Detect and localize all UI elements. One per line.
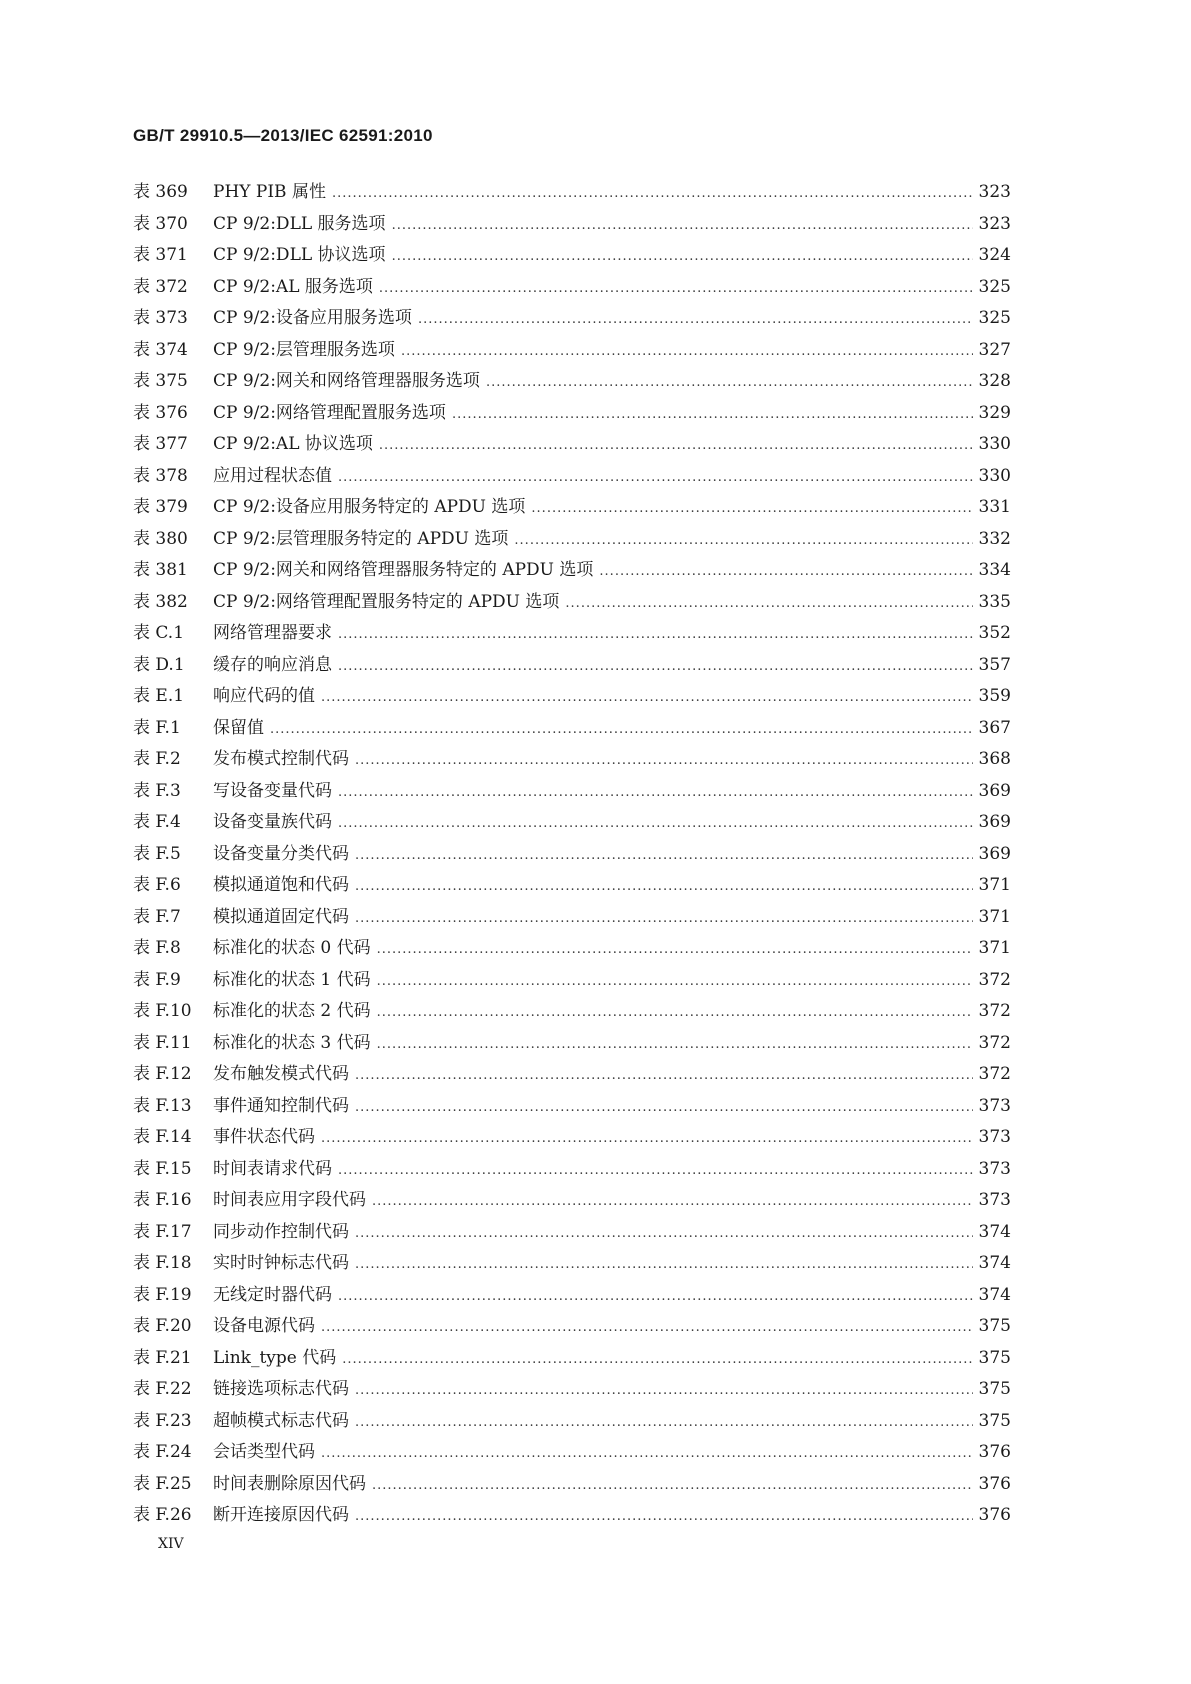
page-ref: 371	[978, 875, 1011, 895]
toc-entry[interactable]	[133, 398, 1011, 430]
page-ref: 335	[978, 591, 1011, 612]
table-title: 发布触发模式代码	[213, 1064, 349, 1084]
page-ref: 374	[978, 1253, 1011, 1273]
table-title: 会话类型代码	[213, 1442, 315, 1462]
table-of-contents	[133, 177, 1011, 1532]
table-number: 表 374	[133, 339, 188, 360]
dot-leader	[355, 1068, 973, 1083]
toc-entry[interactable]	[133, 1059, 1011, 1091]
dot-leader	[377, 1005, 973, 1020]
page-ref: 374	[978, 1284, 1011, 1305]
toc-entry[interactable]	[133, 1437, 1011, 1469]
toc-entry[interactable]	[133, 461, 1011, 493]
dot-leader	[355, 1383, 973, 1398]
toc-entry[interactable]	[133, 1311, 1011, 1343]
table-title: 时间表删除原因代码	[213, 1473, 366, 1494]
dot-leader	[514, 533, 973, 548]
table-title: CP 9/2:设备应用服务选项	[213, 308, 412, 328]
dot-leader	[372, 1478, 973, 1493]
dot-leader	[392, 218, 973, 233]
page-ref: 373	[978, 1095, 1011, 1116]
toc-entry[interactable]	[133, 1217, 1011, 1249]
table-number: 表 F.18	[133, 1253, 192, 1273]
table-title: 写设备变量代码	[213, 780, 332, 801]
page-ref: 327	[978, 339, 1011, 360]
table-number: 表 379	[133, 497, 188, 517]
page-ref: 372	[978, 969, 1011, 990]
table-title: 模拟通道饱和代码	[213, 875, 349, 895]
dot-leader	[338, 1163, 973, 1178]
table-number: 表 375	[133, 371, 188, 391]
table-title: CP 9/2:DLL 协议选项	[213, 245, 386, 265]
toc-entry[interactable]	[133, 776, 1011, 808]
document-header: GB/T 29910.5—2013/IEC 62591:2010	[133, 126, 433, 145]
table-title: 时间表请求代码	[213, 1158, 332, 1179]
table-number: 表 F.2	[133, 749, 181, 769]
table-number: 表 376	[133, 402, 188, 423]
dot-leader	[486, 375, 973, 390]
toc-entry[interactable]	[133, 1028, 1011, 1060]
dot-leader	[321, 1320, 973, 1335]
table-number: 表 F.12	[133, 1064, 192, 1084]
dot-leader	[270, 722, 973, 737]
toc-entry[interactable]	[133, 335, 1011, 367]
page-ref: 372	[978, 1032, 1011, 1053]
page-ref: 374	[978, 1221, 1011, 1242]
toc-entry[interactable]	[133, 555, 1011, 587]
page-ref: 329	[978, 402, 1011, 423]
dot-leader	[321, 1446, 973, 1461]
page-ref: 323	[978, 213, 1011, 234]
table-number: 表 F.23	[133, 1410, 192, 1431]
dot-leader	[355, 1100, 973, 1115]
table-number: 表 C.1	[133, 623, 185, 643]
page-ref: 369	[978, 812, 1011, 832]
toc-entry[interactable]	[133, 1185, 1011, 1217]
dot-leader	[379, 438, 973, 453]
toc-entry[interactable]	[133, 618, 1011, 650]
table-number: 表 F.16	[133, 1190, 192, 1210]
table-title: 事件通知控制代码	[213, 1095, 349, 1116]
dot-leader	[355, 848, 973, 863]
table-number: 表 F.20	[133, 1316, 192, 1336]
table-title: Link_type 代码	[213, 1347, 337, 1368]
page-ref: 325	[978, 308, 1011, 328]
table-title: PHY PIB 属性	[213, 182, 326, 202]
table-number: 表 F.22	[133, 1379, 192, 1399]
table-title: CP 9/2:网络管理配置服务特定的 APDU 选项	[213, 591, 560, 612]
table-number: 表 F.1	[133, 717, 181, 738]
page-ref: 372	[978, 1064, 1011, 1084]
table-title: CP 9/2:AL 协议选项	[213, 434, 373, 454]
dot-leader	[355, 753, 973, 768]
dot-leader	[452, 407, 973, 422]
page-ref: 375	[978, 1379, 1011, 1399]
toc-entry[interactable]	[133, 807, 1011, 839]
toc-entry[interactable]	[133, 1154, 1011, 1186]
table-title: 设备变量族代码	[213, 812, 332, 832]
page-ref: 376	[978, 1505, 1011, 1525]
table-title: 发布模式控制代码	[213, 749, 349, 769]
table-number: 表 380	[133, 528, 188, 549]
toc-entry[interactable]	[133, 996, 1011, 1028]
table-number: 表 F.15	[133, 1158, 192, 1179]
table-number: 表 F.11	[133, 1032, 192, 1053]
table-number: 表 F.4	[133, 812, 181, 832]
page-ref: 376	[978, 1442, 1011, 1462]
toc-entry[interactable]	[133, 1374, 1011, 1406]
table-title: 设备变量分类代码	[213, 843, 349, 864]
table-number: 表 F.9	[133, 969, 181, 990]
dot-leader	[599, 564, 973, 579]
page-ref: 373	[978, 1158, 1011, 1179]
table-title: 实时时钟标志代码	[213, 1253, 349, 1273]
dot-leader	[355, 1415, 973, 1430]
dot-leader	[392, 249, 973, 264]
table-number: 表 F.24	[133, 1442, 192, 1462]
dot-leader	[377, 974, 973, 989]
table-title: 保留值	[213, 717, 264, 738]
dot-leader	[321, 690, 973, 705]
toc-entry[interactable]	[133, 366, 1011, 398]
page-ref: 369	[978, 780, 1011, 801]
dot-leader	[355, 1226, 973, 1241]
page-ref: 368	[978, 749, 1011, 769]
dot-leader	[338, 816, 973, 831]
toc-entry[interactable]	[133, 303, 1011, 335]
dot-leader	[401, 344, 973, 359]
toc-entry[interactable]	[133, 272, 1011, 304]
table-title: CP 9/2:层管理服务特定的 APDU 选项	[213, 528, 509, 549]
table-title: CP 9/2:网络管理配置服务选项	[213, 402, 446, 423]
table-title: CP 9/2:层管理服务选项	[213, 339, 395, 360]
table-title: 标准化的状态 3 代码	[213, 1032, 371, 1053]
page-ref: 352	[978, 623, 1011, 643]
table-number: 表 373	[133, 308, 188, 328]
table-title: 事件状态代码	[213, 1127, 315, 1147]
table-number: 表 D.1	[133, 654, 185, 675]
table-number: 表 F.13	[133, 1095, 192, 1116]
page-ref: 372	[978, 1001, 1011, 1021]
page-number: XIV	[158, 1536, 184, 1552]
page-ref: 375	[978, 1410, 1011, 1431]
page-ref: 330	[978, 465, 1011, 486]
table-number: 表 381	[133, 560, 188, 580]
dot-leader	[531, 501, 973, 516]
dot-leader	[338, 659, 973, 674]
table-title: CP 9/2:网关和网络管理器服务选项	[213, 371, 480, 391]
toc-entry[interactable]	[133, 1500, 1011, 1532]
table-number: 表 F.21	[133, 1347, 192, 1368]
toc-entry[interactable]	[133, 1343, 1011, 1375]
toc-entry[interactable]	[133, 240, 1011, 272]
page-ref: 334	[978, 560, 1011, 580]
dot-leader	[332, 186, 973, 201]
table-number: 表 F.7	[133, 906, 181, 927]
dot-leader	[321, 1131, 973, 1146]
table-title: 标准化的状态 2 代码	[213, 1001, 371, 1021]
page-ref: 359	[978, 686, 1011, 706]
page-ref: 357	[978, 654, 1011, 675]
table-number: 表 F.26	[133, 1505, 192, 1525]
toc-entry[interactable]	[133, 650, 1011, 682]
toc-entry[interactable]	[133, 1469, 1011, 1501]
page-ref: 325	[978, 276, 1011, 297]
table-title: CP 9/2:DLL 服务选项	[213, 213, 386, 234]
table-title: 链接选项标志代码	[213, 1379, 349, 1399]
toc-entry[interactable]	[133, 744, 1011, 776]
table-number: 表 F.6	[133, 875, 181, 895]
table-number: 表 382	[133, 591, 188, 612]
table-number: 表 369	[133, 182, 188, 202]
dot-leader	[418, 312, 973, 327]
toc-entry[interactable]	[133, 839, 1011, 871]
toc-entry[interactable]	[133, 1091, 1011, 1123]
table-number: 表 F.14	[133, 1127, 192, 1147]
table-title: 应用过程状态值	[213, 465, 332, 486]
toc-entry[interactable]	[133, 209, 1011, 241]
table-title: 同步动作控制代码	[213, 1221, 349, 1242]
page-ref: 375	[978, 1316, 1011, 1336]
dot-leader	[372, 1194, 973, 1209]
toc-entry[interactable]	[133, 492, 1011, 524]
page-ref: 328	[978, 371, 1011, 391]
toc-entry[interactable]	[133, 1406, 1011, 1438]
dot-leader	[342, 1352, 973, 1367]
page-ref: 376	[978, 1473, 1011, 1494]
toc-entry[interactable]	[133, 1280, 1011, 1312]
table-number: 表 F.8	[133, 938, 181, 958]
page-ref: 330	[978, 434, 1011, 454]
toc-entry[interactable]	[133, 587, 1011, 619]
dot-leader	[338, 627, 973, 642]
toc-entry[interactable]	[133, 902, 1011, 934]
dot-leader	[355, 1257, 973, 1272]
table-title: 响应代码的值	[213, 686, 315, 706]
table-number: 表 370	[133, 213, 188, 234]
table-title: 时间表应用字段代码	[213, 1190, 366, 1210]
table-number: 表 377	[133, 434, 188, 454]
page-ref: 371	[978, 938, 1011, 958]
table-number: 表 372	[133, 276, 188, 297]
table-title: 无线定时器代码	[213, 1284, 332, 1305]
dot-leader	[377, 1037, 973, 1052]
table-number: 表 371	[133, 245, 188, 265]
dot-leader	[377, 942, 973, 957]
page-ref: 324	[978, 245, 1011, 265]
table-number: 表 F.3	[133, 780, 181, 801]
dot-leader	[338, 1289, 973, 1304]
toc-entry[interactable]	[133, 1248, 1011, 1280]
page-ref: 323	[978, 182, 1011, 202]
table-title: CP 9/2:AL 服务选项	[213, 276, 373, 297]
page-ref: 331	[978, 497, 1011, 517]
table-title: 断开连接原因代码	[213, 1505, 349, 1525]
toc-entry[interactable]	[133, 870, 1011, 902]
table-title: 标准化的状态 1 代码	[213, 969, 371, 990]
dot-leader	[338, 470, 973, 485]
page-ref: 373	[978, 1190, 1011, 1210]
toc-entry[interactable]	[133, 933, 1011, 965]
table-number: 表 F.5	[133, 843, 181, 864]
toc-entry[interactable]	[133, 713, 1011, 745]
table-number: 表 E.1	[133, 686, 185, 706]
toc-entry[interactable]	[133, 177, 1011, 209]
table-title: CP 9/2:设备应用服务特定的 APDU 选项	[213, 497, 526, 517]
table-title: CP 9/2:网关和网络管理器服务特定的 APDU 选项	[213, 560, 594, 580]
page-ref: 375	[978, 1347, 1011, 1368]
page-ref: 367	[978, 717, 1011, 738]
toc-entry[interactable]	[133, 1122, 1011, 1154]
toc-entry[interactable]	[133, 524, 1011, 556]
table-title: 缓存的响应消息	[213, 654, 332, 675]
toc-entry[interactable]	[133, 429, 1011, 461]
toc-entry[interactable]	[133, 681, 1011, 713]
page-ref: 369	[978, 843, 1011, 864]
dot-leader	[355, 1509, 973, 1524]
table-number: 表 F.25	[133, 1473, 192, 1494]
page-ref: 332	[978, 528, 1011, 549]
dot-leader	[355, 911, 973, 926]
page-ref: 371	[978, 906, 1011, 927]
table-title: 设备电源代码	[213, 1316, 315, 1336]
table-number: 表 F.19	[133, 1284, 192, 1305]
dot-leader	[355, 879, 973, 894]
toc-entry[interactable]	[133, 965, 1011, 997]
dot-leader	[379, 281, 973, 296]
table-title: 网络管理器要求	[213, 623, 332, 643]
table-title: 超帧模式标志代码	[213, 1410, 349, 1431]
table-title: 模拟通道固定代码	[213, 906, 349, 927]
page-ref: 373	[978, 1127, 1011, 1147]
table-title: 标准化的状态 0 代码	[213, 938, 371, 958]
dot-leader	[565, 596, 973, 611]
dot-leader	[338, 785, 973, 800]
table-number: 表 F.17	[133, 1221, 192, 1242]
table-number: 表 378	[133, 465, 188, 486]
table-number: 表 F.10	[133, 1001, 192, 1021]
